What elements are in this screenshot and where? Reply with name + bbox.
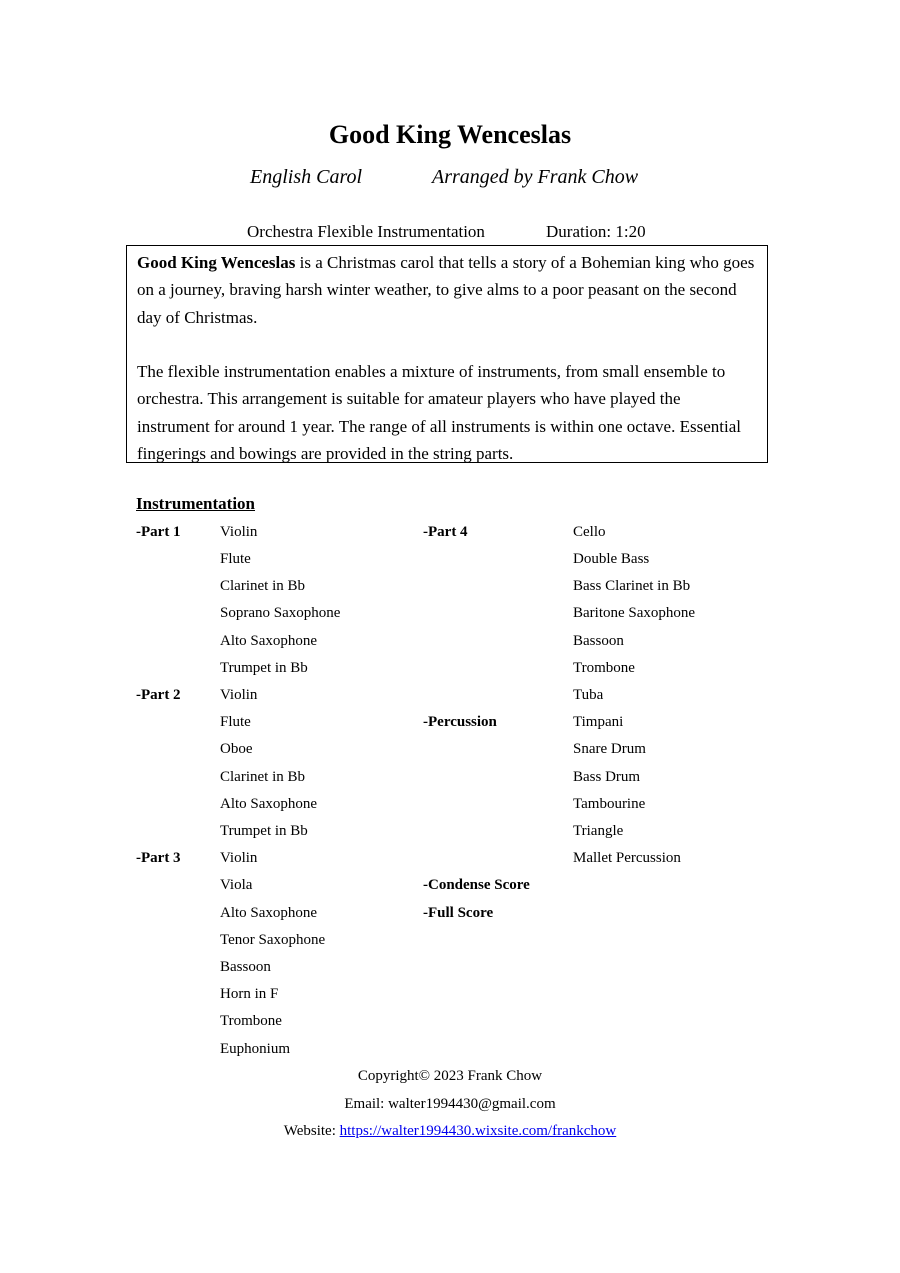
part-label: -Part 4 [423, 524, 468, 540]
instrument-item: Trombone [220, 1013, 282, 1029]
instrument-item: Alto Saxophone [220, 905, 318, 921]
instrument-item: Alto Saxophone [220, 796, 318, 812]
instrument-item: Clarinet in Bb [220, 578, 305, 594]
instrument-item: Snare Drum [573, 741, 646, 757]
part-label: -Part 1 [136, 524, 181, 540]
description-bold-title: Good King Wenceslas [137, 253, 296, 272]
description-box [126, 245, 768, 463]
instrument-item: Bassoon [220, 959, 271, 975]
instrument-item: Bass Drum [573, 769, 641, 785]
description-paragraph-2: The flexible instrumentation enables a mixture of instruments, from small ensemble to orchestra. This arrangement is suitable for amateur players who have played the instrument for around 1 year. The range of all instruments is within one octave. Essential fingerings and bowings are provided in the string parts. [137, 362, 741, 464]
instrument-item: Baritone Saxophone [573, 605, 696, 621]
subtitle-origin: English Carol [250, 166, 363, 188]
website-line [0, 1123, 900, 1140]
part-label: -Percussion [423, 714, 497, 730]
part-label: -Part 2 [136, 687, 181, 703]
instrument-item: Tambourine [573, 796, 646, 812]
instrument-item: Alto Saxophone [220, 633, 318, 649]
instrument-item: Double Bass [573, 551, 650, 567]
instrument-item: Tenor Saxophone [220, 932, 326, 948]
instrument-item: Cello [573, 524, 606, 540]
instrument-item: Flute [220, 714, 251, 730]
part-label: -Full Score [423, 905, 494, 921]
instrument-item: Mallet Percussion [573, 850, 681, 866]
instrument-item: Violin [220, 687, 258, 703]
instrument-item: Trombone [573, 660, 635, 676]
instrument-item: Triangle [573, 823, 624, 839]
duration: Duration: 1:20 [546, 222, 646, 241]
description-paragraph-1 [137, 249, 757, 331]
copyright-text: Copyright© 2023 Frank Chow [357, 1068, 543, 1084]
email-text: Email: walter1994430@gmail.com [344, 1096, 556, 1112]
instrument-item: Violin [220, 850, 258, 866]
instrument-item: Bass Clarinet in Bb [573, 578, 691, 594]
instrument-item: Viola [220, 877, 253, 893]
part-label: -Part 3 [136, 850, 181, 866]
instrumentation-note: Orchestra Flexible Instrumentation [247, 222, 485, 241]
instrument-item: Euphonium [220, 1041, 290, 1057]
instrument-item: Bassoon [573, 633, 624, 649]
instrument-item: Horn in F [220, 986, 279, 1002]
instrument-item: Oboe [220, 741, 253, 757]
instrument-item: Clarinet in Bb [220, 769, 305, 785]
instrument-item: Tuba [573, 687, 604, 703]
instrument-item: Trumpet in Bb [220, 823, 308, 839]
instrument-item: Flute [220, 551, 251, 567]
website-link[interactable]: https://walter1994430.wixsite.com/frankchow [339, 1123, 617, 1139]
subtitle-arranger: Arranged by Frank Chow [432, 166, 639, 188]
part-label: -Condense Score [423, 877, 530, 893]
instrument-item: Soprano Saxophone [220, 605, 341, 621]
instrumentation-heading: Instrumentation [136, 494, 256, 513]
instrument-item: Violin [220, 524, 258, 540]
instrument-item: Trumpet in Bb [220, 660, 308, 676]
page-title: Good King Wenceslas [328, 120, 572, 149]
description-text-1: is a Christmas carol that tells a story of a Bohemian king who goes on a journey, braving harsh winter weather, to give alms to a poor peasant on the second day of Christmas. [137, 253, 755, 327]
website-label: Website: [283, 1123, 340, 1139]
instrument-item: Timpani [573, 714, 624, 730]
